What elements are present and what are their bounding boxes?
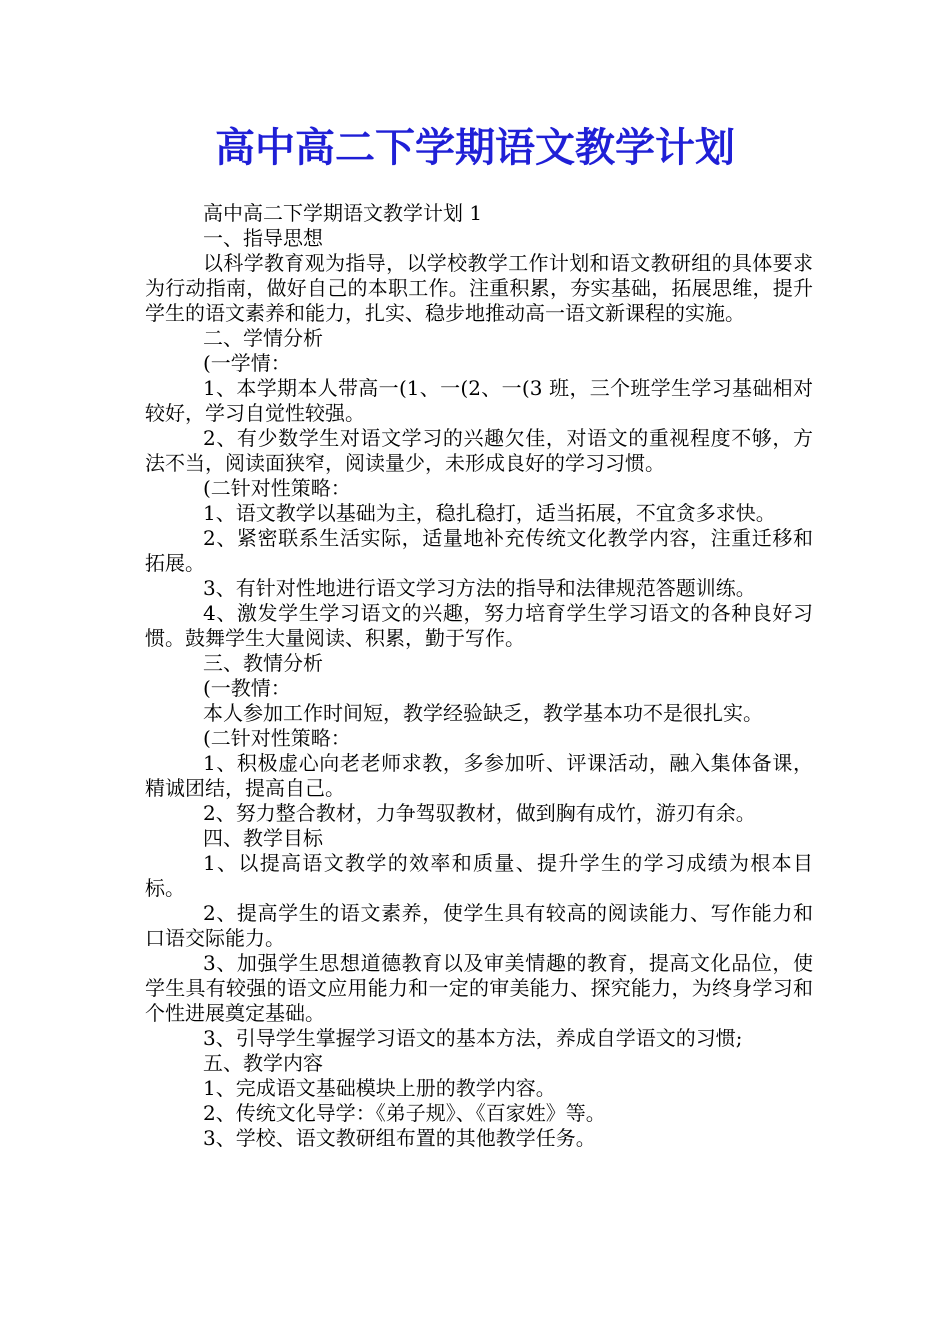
doc-paragraph: 4、激发学生学习语文的兴趣，努力培育学生学习语文的各种良好习惯。鼓舞学生大量阅读、积累，勤于写作。 bbox=[145, 601, 813, 650]
subsection-heading: (一学情： bbox=[203, 351, 291, 375]
subsection-heading: (二针对性策略： bbox=[203, 726, 351, 750]
doc-paragraph: 以科学教育观为指导，以学校教学工作计划和语文教研组的具体要求为行动指南，做好自己的本职工作。注重积累，夯实基础，拓展思维，提升学生的语文素养和能力，扎实、稳步地推动高一语文新课程的实施。 bbox=[145, 251, 813, 325]
section-heading: 二、学情分析 bbox=[203, 326, 323, 350]
subsection-heading: (二针对性策略： bbox=[203, 476, 351, 500]
subsection-heading: (一教情： bbox=[203, 676, 291, 700]
section-heading: 一、指导思想 bbox=[203, 226, 323, 250]
doc-paragraph: 2、努力整合教材，力争驾驭教材，做到胸有成竹，游刃有余。 bbox=[203, 801, 756, 825]
doc-paragraph: 本人参加工作时间短，教学经验缺乏，教学基本功不是很扎实。 bbox=[203, 701, 763, 725]
doc-paragraph: 2、紧密联系生活实际，适量地补充传统文化教学内容，注重迁移和拓展。 bbox=[145, 526, 813, 575]
doc-paragraph: 1、以提高语文教学的效率和质量、提升学生的学习成绩为根本目标。 bbox=[145, 851, 813, 900]
doc-paragraph: 高中高二下学期语文教学计划 1 bbox=[203, 201, 483, 225]
doc-paragraph: 1、完成语文基础模块上册的教学内容。 bbox=[203, 1076, 556, 1100]
document-body bbox=[145, 196, 813, 1151]
section-heading: 三、教情分析 bbox=[203, 651, 323, 675]
document-title: 高中高二下学期语文教学计划 bbox=[215, 124, 735, 171]
doc-paragraph: 3、引导学生掌握学习语文的基本方法，养成自学语文的习惯; bbox=[203, 1026, 743, 1050]
doc-paragraph: 2、有少数学生对语文学习的兴趣欠佳，对语文的重视程度不够，方法不当，阅读面狭窄，阅读量少，未形成良好的学习习惯。 bbox=[145, 426, 813, 475]
doc-paragraph: 2、传统文化导学：《弟子规》、《百家姓》等。 bbox=[203, 1101, 606, 1125]
doc-paragraph: 3、加强学生思想道德教育以及审美情趣的教育，提高文化品位，使学生具有较强的语文应用能力和一定的审美能力、探究能力，为终身学习和个性进展奠定基础。 bbox=[145, 951, 813, 1025]
doc-paragraph: 1、本学期本人带高一(1、一(2、一(3 班，三个班学生学习基础相对较好，学习自觉性较强。 bbox=[145, 376, 813, 425]
section-heading: 五、教学内容 bbox=[203, 1051, 323, 1075]
doc-paragraph: 2、提高学生的语文素养，使学生具有较高的阅读能力、写作能力和口语交际能力。 bbox=[145, 901, 813, 950]
doc-paragraph: 1、积极虚心向老老师求教，多参加听、评课活动，融入集体备课，精诚团结，提高自己。 bbox=[145, 751, 813, 800]
doc-paragraph: 3、有针对性地进行语文学习方法的指导和法律规范答题训练。 bbox=[203, 576, 756, 600]
doc-paragraph: 1、语文教学以基础为主，稳扎稳打，适当拓展，不宜贪多求快。 bbox=[203, 501, 776, 525]
section-heading: 四、教学目标 bbox=[203, 826, 323, 850]
doc-paragraph: 3、学校、语文教研组布置的其他教学任务。 bbox=[203, 1126, 596, 1150]
